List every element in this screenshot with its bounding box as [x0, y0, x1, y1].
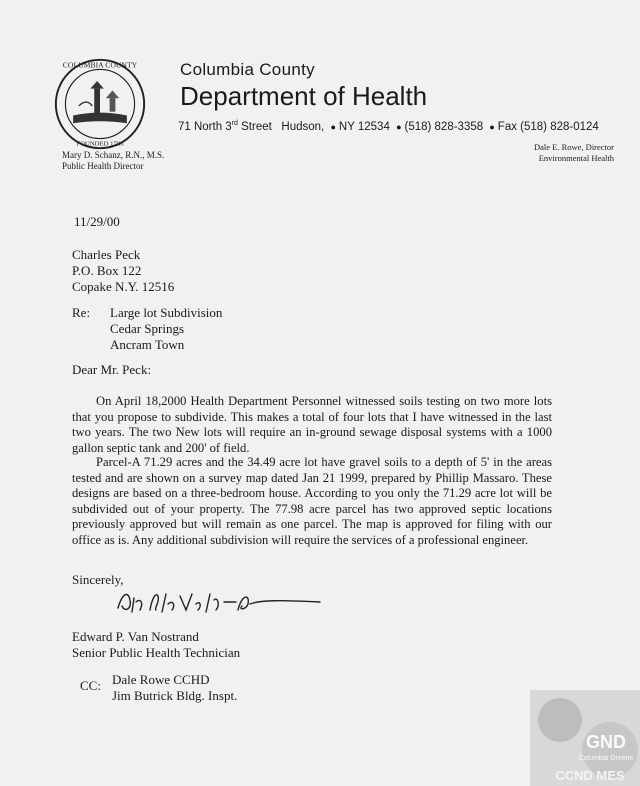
env-director-name: Dale E. Rowe, Director	[533, 142, 614, 152]
cc-recipient: Dale Rowe CCHD	[112, 672, 210, 687]
subject-lines	[110, 305, 222, 353]
bullet-icon: ●	[396, 121, 402, 132]
svg-text:CCND MES: CCND MES	[555, 768, 625, 783]
environmental-health-director	[520, 142, 614, 164]
street-number: 71 North 3	[178, 120, 232, 133]
salutation: Dear Mr. Peck:	[72, 362, 152, 377]
svg-text:FOUNDED 1786: FOUNDED 1786	[76, 140, 124, 148]
director-name: Mary D. Schanz, R.N., M.S.	[62, 150, 165, 160]
county-seal-logo	[52, 56, 148, 152]
city: Hudson,	[281, 120, 325, 133]
signer-title: Senior Public Health Technician	[72, 645, 241, 660]
letter-date: 11/29/00	[74, 214, 120, 229]
director-title: Public Health Director	[62, 161, 144, 171]
handwritten-signature	[110, 580, 330, 620]
cc-label: CC:	[80, 678, 101, 693]
phone-number: (518) 828-3358	[404, 120, 484, 133]
recipient-address	[72, 247, 174, 295]
county-name: Columbia County	[180, 60, 315, 79]
subject-line: Large lot Subdivision	[110, 305, 223, 320]
recipient-line: Copake N.Y. 12516	[72, 279, 175, 294]
bullet-icon: ●	[330, 121, 336, 132]
body-paragraph: Parcel-A 71.29 acres and the 34.49 acre lot have gravel soils to a depth of 5' in the areas tested and are shown on a survey map dated Jan 21 1999, prepared by Phillip Massaro. These designs are based on a three-bedroom house. According to you only the 71.29 acre lot will be subdivided out of your property. The 77.98 acre parcel has two approved septic locations previously approved but will remain as one parcel. The map is approved for filing with our office as is. Any additional subdivision will require the services of a professional engineer.	[72, 455, 552, 547]
signer-block	[72, 629, 240, 661]
env-director-title: Environmental Health	[538, 153, 614, 163]
svg-text:Columbia Greene: Columbia Greene	[578, 755, 634, 762]
street-suffix: rd	[231, 120, 238, 127]
street-name: Street	[237, 120, 272, 133]
signer-name: Edward P. Van Nostrand	[72, 629, 199, 644]
subject-line: Cedar Springs	[110, 321, 185, 336]
bullet-icon: ●	[489, 121, 495, 132]
organization-header	[180, 60, 427, 110]
svg-text:GND: GND	[586, 732, 626, 752]
recipient-line: Charles Peck	[72, 247, 141, 262]
body-paragraph: On April 18,2000 Health Department Personnel witnessed soils testing on two more lots that you propose to subdivide. This makes a total of four lots that I have witnessed in the last two years. The two New lots will require an in-ground sewage disposal systems with a 1000 gallon septic tank and 200' of field.	[72, 394, 552, 455]
watermark-stamp	[530, 690, 640, 786]
re-label: Re:	[72, 305, 91, 320]
department-name: Department of Health	[180, 81, 428, 111]
closing: Sincerely,	[72, 572, 124, 587]
public-health-director	[62, 150, 164, 172]
cc-recipient: Jim Butrick Bldg. Inspt.	[112, 688, 238, 703]
recipient-line: P.O. Box 122	[72, 263, 142, 278]
svg-text:COLUMBIA COUNTY: COLUMBIA COUNTY	[62, 60, 138, 70]
address-line	[178, 120, 599, 133]
state-zip: NY 12534	[338, 120, 390, 133]
subject-line: Ancram Town	[110, 337, 185, 352]
cc-recipients	[112, 672, 237, 704]
fax-number: Fax (518) 828-0124	[497, 120, 599, 133]
